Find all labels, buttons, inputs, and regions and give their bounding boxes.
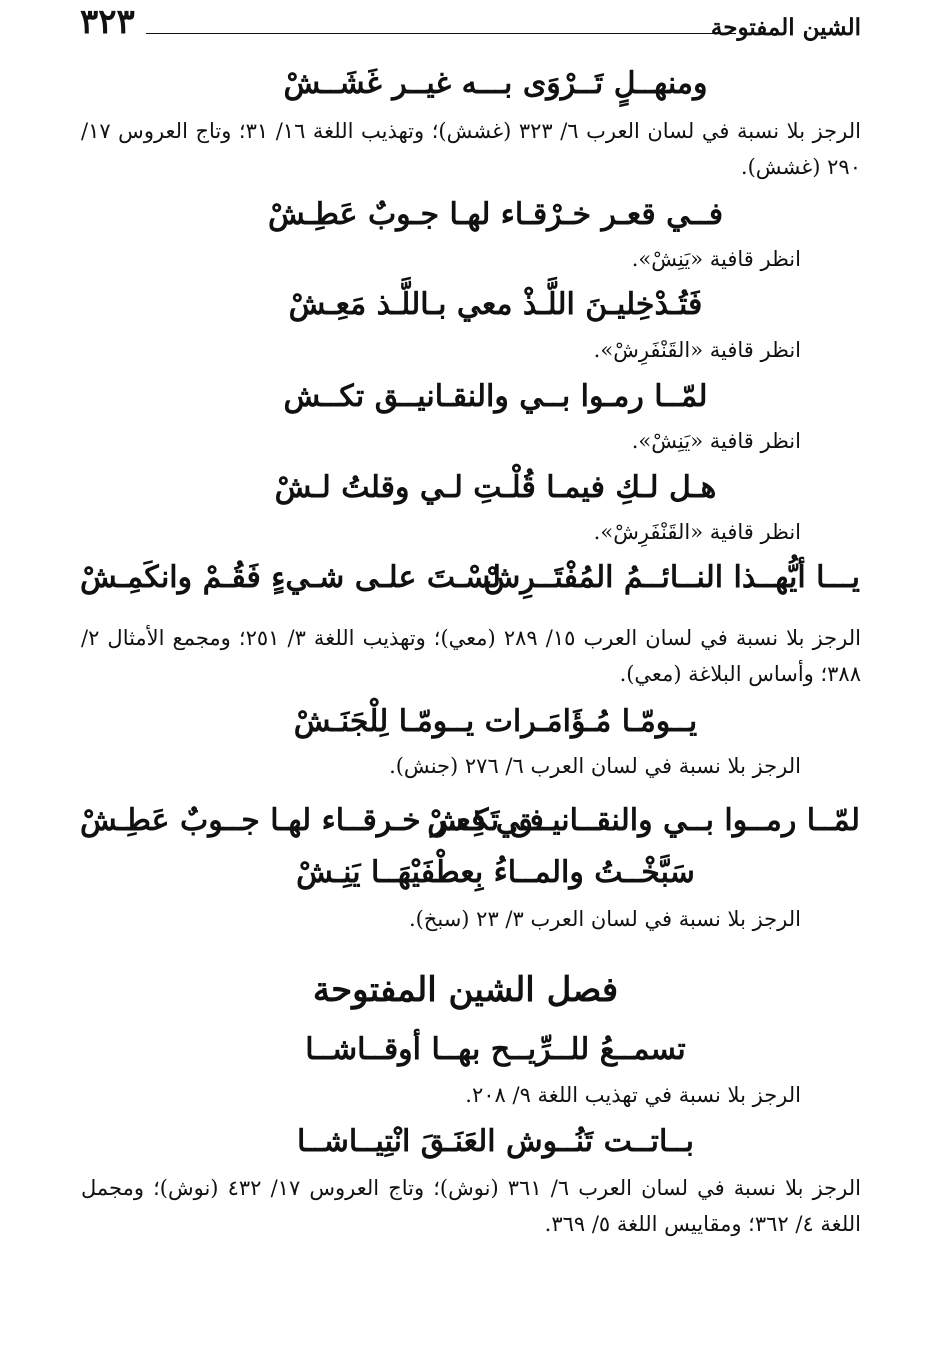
verse-text: بــاتــت تَنُــوش العَنَـقَ انْتِيــاشــا	[296, 1124, 695, 1159]
couplet	[80, 560, 860, 604]
verse	[0, 704, 941, 739]
verse-text: فَتُـدْخِليـنَ اللَّـذْ معي بـاللَّـذ مَعِـشْ	[288, 287, 703, 322]
running-title: الشين المفتوحة	[710, 14, 861, 41]
verse	[0, 287, 941, 322]
verse	[0, 379, 941, 414]
first-hemistich: لمّــا رمــوا بــي والنقــانيــق تَكِـشْ	[427, 803, 860, 838]
cross-reference-note: انظر قافية «القَنْفَرِشْ».	[593, 520, 801, 544]
section-heading	[0, 970, 941, 1010]
verse-text: هـل لـكِ فيمـا قُلْـتِ لـي وقلتُ لـشْ	[274, 470, 717, 505]
second-hemistich: فـي قعـر خـرقــاء لهـا جــوبٌ عَطِـشْ	[80, 803, 544, 838]
second-hemistich: لسْـتَ علـى شـيءٍ فَقُـمْ وانكَمِـشْ	[80, 560, 501, 595]
verse-text: ومنهــلٍ تَــرْوَى بـــه غيــر غَشَــشْ	[283, 66, 708, 101]
verse-text: لمّــا رمـوا بــي والنقـانيــق تكــش	[283, 379, 708, 414]
first-hemistich: يـــا أيُّهــذا النــائــمُ المُفْتَــرِشْ	[483, 560, 860, 595]
verse-text: يــومّـا مُـؤَامَـرات يــومّـا لِلْجَنَـشْ	[293, 704, 698, 739]
verse-text: سَبَّخْــتُ والمــاءُ بِعطْفَيْهَــا يَنِـشْ	[296, 855, 695, 890]
citation-note: الرجز بلا نسبة في لسان العرب ٦/ ٣٦١ (نوش)؛ وتاج العروس ١٧/ ٤٣٢ (نوش)؛ ومجمل اللغة ٤/ ٣٦٢؛ ومقاييس اللغة ٥/ ٣٦٩.	[81, 1176, 861, 1236]
cross-reference-note: انظر قافية «القَنْفَرِشْ».	[593, 338, 801, 362]
verse-text: تسمــعُ للــرِّيــح بهــا أوقــاشــا	[305, 1032, 686, 1067]
verse-text: فــي قعـر خـرْقـاء لهـا جـوبٌ عَطِـشْ	[267, 197, 724, 232]
couplet	[80, 803, 860, 847]
citation-note: الرجز بلا نسبة في لسان العرب ٣/ ٢٣ (سبخ).	[408, 907, 801, 931]
verse	[0, 1124, 941, 1159]
citation-note: الرجز بلا نسبة في لسان العرب ١٥/ ٢٨٩ (معي)؛ وتهذيب اللغة ٣/ ٢٥١؛ ومجمع الأمثال ٢/ ٣٨٨؛ وأساس البلاغة (معي).	[81, 626, 861, 686]
cross-reference-note: انظر قافية «يَنِشْ».	[631, 247, 801, 271]
page-number: ٣٢٣	[80, 2, 135, 42]
verse	[0, 66, 941, 101]
cross-reference-note: انظر قافية «يَنِشْ».	[631, 429, 801, 453]
verse	[0, 1032, 941, 1067]
verse	[0, 855, 941, 890]
header-rule	[146, 33, 736, 34]
citation-note: الرجز بلا نسبة في لسان العرب ٦/ ٣٢٣ (غشش)؛ وتهذيب اللغة ١٦/ ٣١؛ وتاج العروس ١٧/ ٢٩٠ (غشش).	[81, 119, 861, 179]
verse	[0, 197, 941, 232]
section-heading-text: فصل الشين المفتوحة	[312, 970, 619, 1010]
citation-note: الرجز بلا نسبة في تهذيب اللغة ٩/ ٢٠٨.	[465, 1083, 801, 1107]
verse	[0, 470, 941, 505]
citation-note: الرجز بلا نسبة في لسان العرب ٦/ ٢٧٦ (جنش).	[389, 754, 801, 778]
